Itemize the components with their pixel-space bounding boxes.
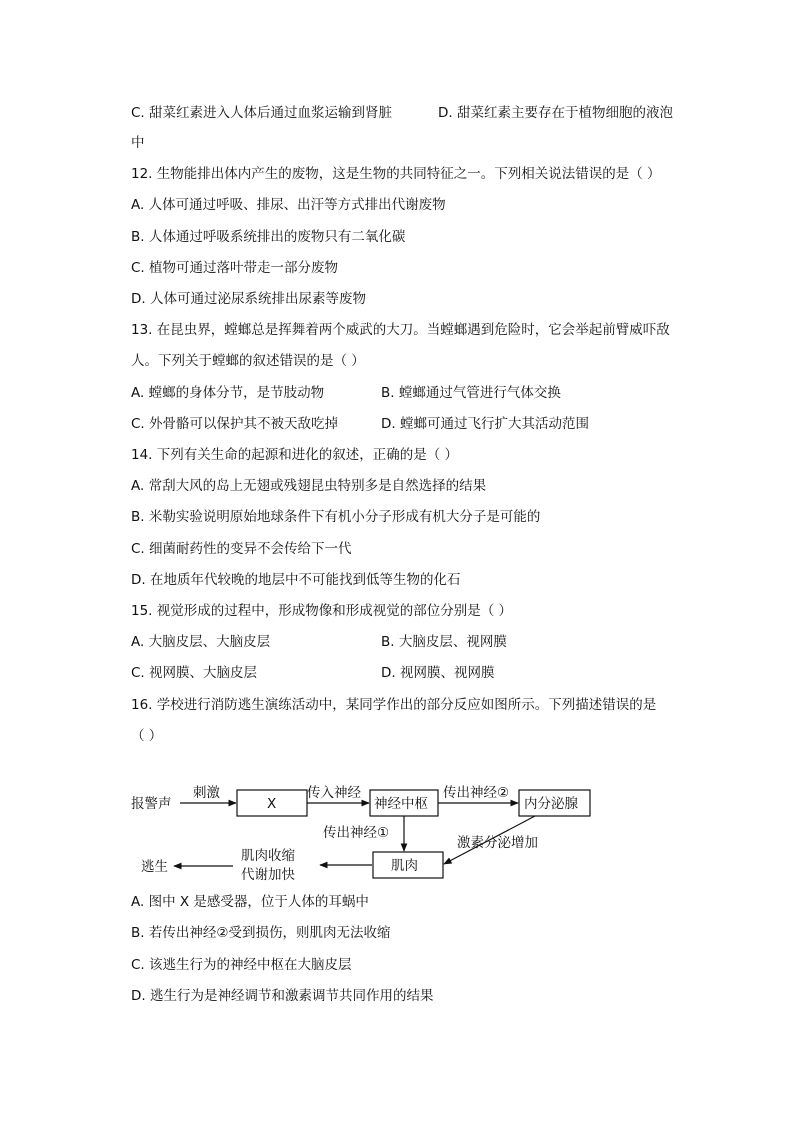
q13-stem-line2: 人。下列关于螳螂的叙述错误的是（ ） (131, 353, 365, 369)
q12-option-b: B. 人体通过呼吸系统排出的废物只有二氧化碳 (131, 229, 406, 245)
q13-option-d: D. 螳螂可通过飞行扩大其活动范围 (381, 416, 589, 432)
q14-option-c: C. 细菌耐药性的变异不会传给下一代 (131, 541, 352, 557)
q14-option-b: B. 米勒实验说明原始地球条件下有机小分子形成有机大分子是可能的 (131, 509, 541, 525)
q12-stem: 12. 生物能排出体内产生的废物，这是生物的共同特征之一。下列相关说法错误的是（ ） (131, 166, 661, 182)
q16-stem-line1: 16. 学校进行消防逃生演练活动中，某同学作出的部分反应如图所示。下列描述错误的是 (131, 697, 657, 713)
label-stimulus: 刺激 (193, 785, 220, 801)
q13-option-b: B. 螳螂通过气管进行气体交换 (381, 385, 561, 401)
label-escape: 逃生 (141, 859, 168, 875)
q16-option-b: B. 若传出神经②受到损伤，则肌肉无法收缩 (131, 925, 391, 941)
label-center: 神经中枢 (374, 796, 428, 812)
q14-stem: 14. 下列有关生命的起源和进化的叙述，正确的是（ ） (131, 447, 459, 463)
q13-option-a: A. 螳螂的身体分节，是节肢动物 (131, 385, 325, 401)
q14-option-d: D. 在地质年代较晚的地层中不可能找到低等生物的化石 (131, 572, 461, 588)
label-hormone: 激素分泌增加 (457, 835, 538, 851)
q16-option-c: C. 该逃生行为的神经中枢在大脑皮层 (131, 957, 352, 973)
q15-option-d: D. 视网膜、视网膜 (381, 665, 495, 681)
q14-option-a: A. 常刮大风的岛上无翅或残翅昆虫特别多是自然选择的结果 (131, 478, 487, 494)
q13-option-c: C. 外骨骼可以保护其不被天敌吃掉 (131, 416, 339, 432)
q16-option-d: D. 逃生行为是神经调节和激素调节共同作用的结果 (131, 988, 434, 1004)
label-contract2: 代谢加快 (241, 867, 295, 883)
q13-stem-line1: 13. 在昆虫界，螳螂总是挥舞着两个威武的大刀。当螳螂遇到危险时，它会举起前臂威吓敌 (131, 322, 670, 338)
q15-option-c: C. 视网膜、大脑皮层 (131, 665, 258, 681)
label-alarm: 报警声 (131, 796, 172, 812)
q15-option-a: A. 大脑皮层、大脑皮层 (131, 634, 271, 650)
label-muscle: 肌肉 (391, 858, 418, 874)
label-gland: 内分泌腺 (524, 796, 578, 812)
q11-option-d-wrap: 中 (131, 135, 145, 151)
label-efferent2: 传出神经② (443, 785, 510, 801)
label-afferent: 传入神经 (307, 785, 361, 801)
q11-option-c: C. 甜菜红素进入人体后通过血浆运输到肾脏 (131, 105, 393, 121)
label-contract1: 肌肉收缩 (241, 848, 295, 864)
label-efferent1: 传出神经① (323, 825, 390, 841)
q16-option-a: A. 图中 X 是感受器，位于人体的耳蜗中 (131, 894, 369, 910)
q16-stem-line2: （ ） (131, 728, 163, 744)
q12-option-d: D. 人体可通过泌尿系统排出尿素等废物 (131, 291, 366, 307)
q12-option-c: C. 植物可通过落叶带走一部分废物 (131, 260, 339, 276)
q15-stem: 15. 视觉形成的过程中，形成物像和形成视觉的部位分别是（ ） (131, 603, 513, 619)
q12-option-a: A. 人体可通过呼吸、排尿、出汗等方式排出代谢废物 (131, 197, 446, 213)
label-x: X (267, 796, 277, 812)
q15-option-b: B. 大脑皮层、视网膜 (381, 634, 507, 650)
q11-option-d: D. 甜菜红素主要存在于植物细胞的液泡 (438, 105, 673, 121)
